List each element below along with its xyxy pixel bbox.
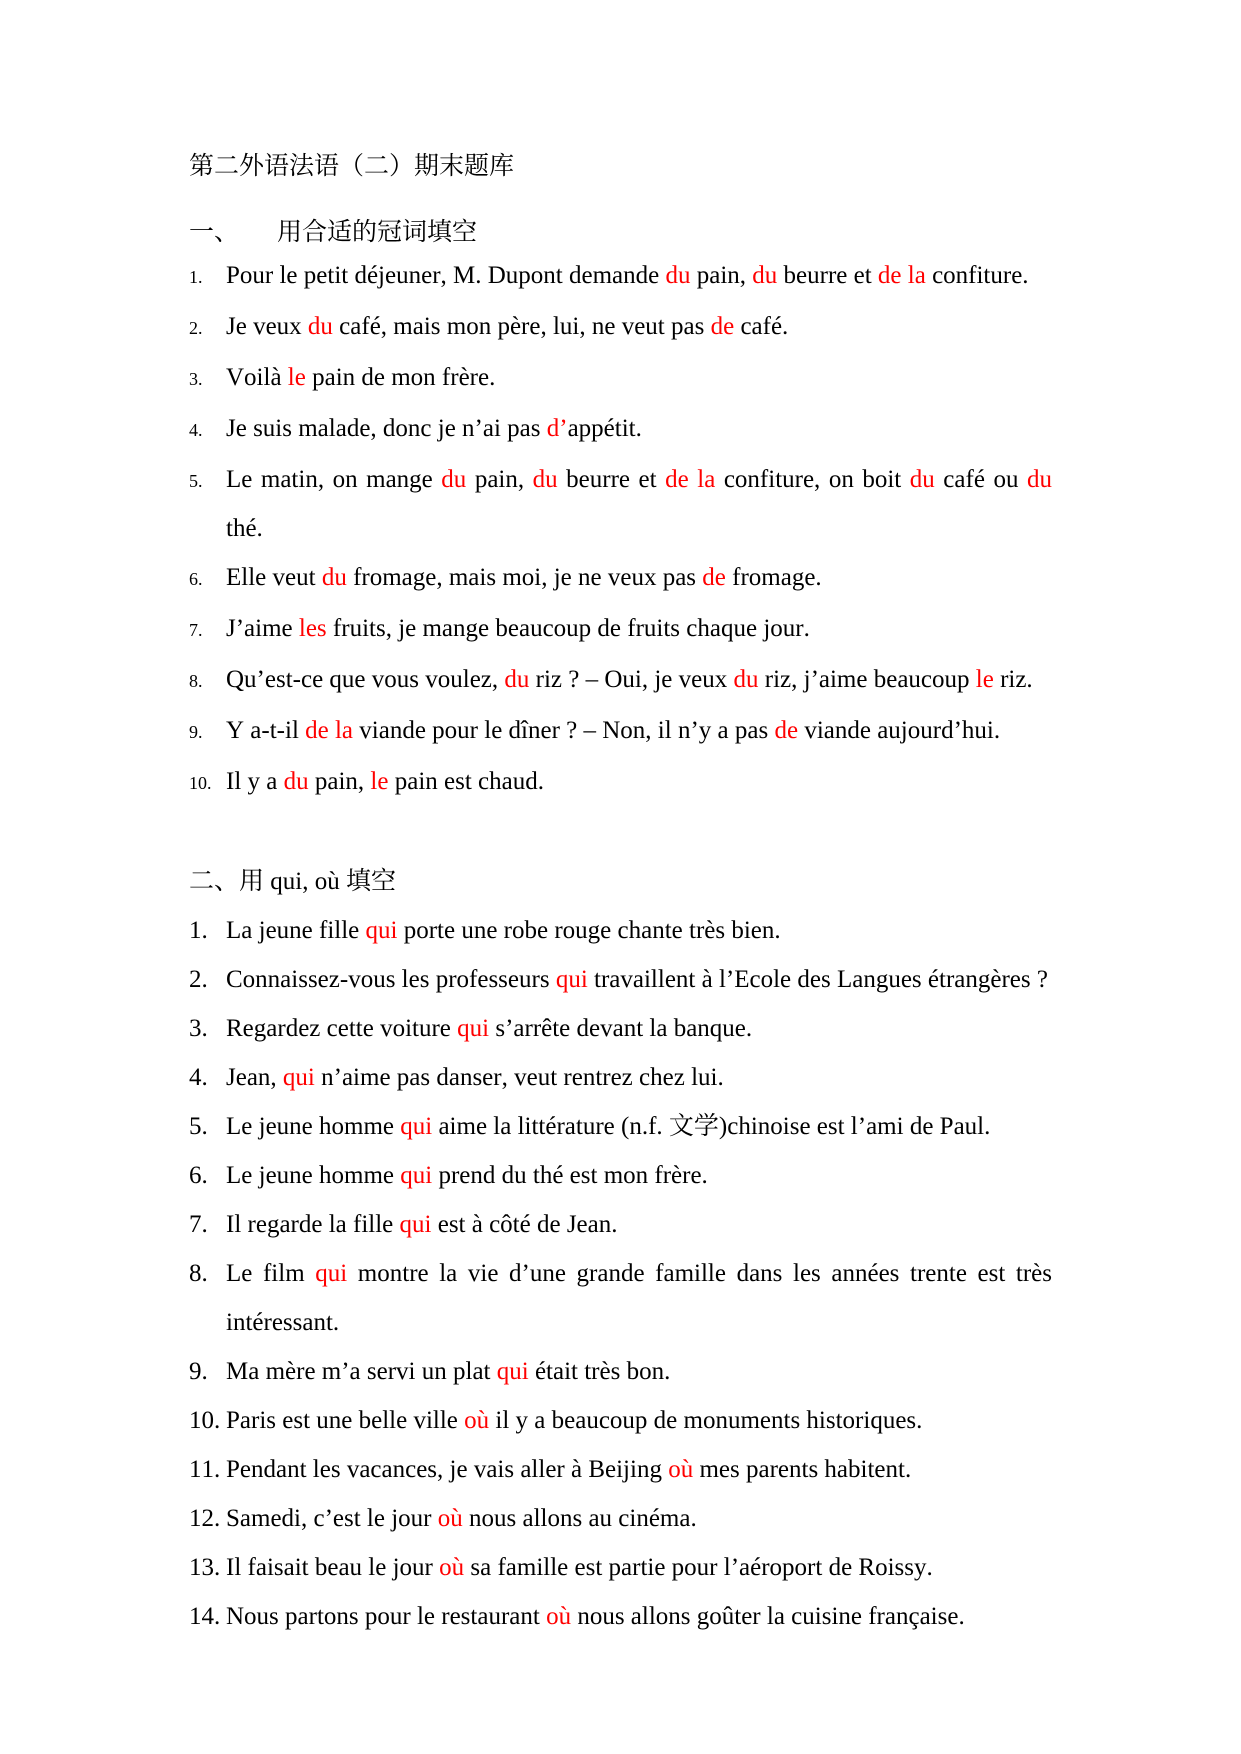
question-text bbox=[226, 1249, 1052, 1347]
answer-word: où bbox=[546, 1603, 572, 1630]
sentence-fragment: Il faisait beau le jour bbox=[226, 1554, 440, 1581]
section-title: 用合适的冠词填空 bbox=[277, 219, 478, 246]
sentence-fragment: sa famille est partie pour l’aéroport de Roissy. bbox=[464, 1554, 933, 1581]
sentence-fragment: fruits, je mange beaucoup de fruits chaque jour. bbox=[326, 615, 810, 642]
question-item bbox=[189, 1543, 1057, 1592]
sentence-fragment: Pour le petit déjeuner, M. Dupont demande bbox=[226, 262, 666, 289]
question-text bbox=[226, 553, 1052, 602]
question-text bbox=[226, 302, 1052, 351]
question-text bbox=[226, 1592, 1052, 1641]
question-text bbox=[226, 1543, 1052, 1592]
answer-word: de bbox=[774, 717, 799, 744]
question-number: 2. bbox=[189, 318, 203, 338]
question-list bbox=[189, 906, 1057, 1641]
sentence-fragment: J’aime bbox=[226, 615, 299, 642]
document-body bbox=[189, 142, 1057, 1641]
sentence-fragment: porte une robe rouge chante très bien. bbox=[397, 917, 781, 944]
sentence-fragment: viande pour le dîner ? – Non, il n’y a pas bbox=[353, 717, 775, 744]
question-item bbox=[189, 302, 1057, 353]
answer-word: de la bbox=[305, 717, 354, 744]
question-number: 10. bbox=[189, 773, 212, 793]
question-text bbox=[226, 1053, 1052, 1102]
section-heading bbox=[189, 215, 1057, 251]
answer-word: qui bbox=[315, 1260, 348, 1287]
sentence-fragment: était très bon. bbox=[528, 1358, 671, 1385]
question-number: 7. bbox=[189, 620, 203, 640]
question-number: 4. bbox=[189, 420, 203, 440]
answer-word: où bbox=[439, 1554, 465, 1581]
question-item bbox=[189, 1494, 1057, 1543]
question-text bbox=[226, 604, 1052, 653]
sentence-fragment: travaillent à l’Ecole des Langues étrangères ? bbox=[587, 966, 1048, 993]
sentence-fragment: nous allons au cinéma. bbox=[462, 1505, 697, 1532]
question-item bbox=[189, 1249, 1057, 1347]
question-item bbox=[189, 706, 1057, 757]
question-number: 7. bbox=[189, 1211, 208, 1238]
sentence-fragment: pain, bbox=[690, 262, 753, 289]
question-number: 12. bbox=[189, 1505, 221, 1532]
question-number: 4. bbox=[189, 1064, 208, 1091]
question-number: 14. bbox=[189, 1603, 221, 1630]
section-title: 用 qui, où 填空 bbox=[239, 868, 396, 895]
answer-word: qui bbox=[496, 1358, 529, 1385]
answer-word: qui bbox=[399, 1211, 432, 1238]
sentence-fragment: il y a beaucoup de monuments historiques. bbox=[489, 1407, 923, 1434]
question-item bbox=[189, 1102, 1057, 1151]
answer-word: de bbox=[702, 564, 726, 591]
sentence-fragment: Le film bbox=[226, 1260, 316, 1287]
question-number: 1. bbox=[189, 267, 203, 287]
sentence-fragment: riz. bbox=[993, 666, 1033, 693]
question-number: 11. bbox=[189, 1456, 221, 1483]
sentence-fragment: Il regarde la fille bbox=[226, 1211, 400, 1238]
answer-word: du bbox=[504, 666, 530, 693]
question-item bbox=[189, 1396, 1057, 1445]
sentence-fragment: Elle veut bbox=[226, 564, 322, 591]
sentence-fragment: aime la littérature (n.f. 文学)chinoise est l’ami de Paul. bbox=[432, 1113, 991, 1140]
answer-word: d’ bbox=[546, 415, 568, 442]
question-text bbox=[226, 353, 1052, 402]
answer-word: de bbox=[710, 313, 735, 340]
sentence-fragment: café, mais mon père, lui, ne veut pas bbox=[332, 313, 711, 340]
sentence-fragment: Y a-t-il bbox=[226, 717, 306, 744]
question-number: 9. bbox=[189, 1358, 208, 1385]
question-number: 6. bbox=[189, 1162, 208, 1189]
question-text bbox=[226, 1102, 1052, 1151]
answer-word: le bbox=[975, 666, 994, 693]
sentence-fragment: pain est chaud. bbox=[388, 768, 544, 795]
question-item bbox=[189, 404, 1057, 455]
answer-word: de la bbox=[665, 466, 716, 493]
question-number: 3. bbox=[189, 1015, 208, 1042]
sentence-fragment: confiture, on boit bbox=[715, 466, 910, 493]
sentence-fragment: fromage. bbox=[725, 564, 822, 591]
question-item bbox=[189, 1445, 1057, 1494]
question-number: 10. bbox=[189, 1407, 221, 1434]
answer-word: du bbox=[441, 466, 467, 493]
sentence-fragment: est à côté de Jean. bbox=[431, 1211, 618, 1238]
sentence-fragment: Connaissez-vous les professeurs bbox=[226, 966, 556, 993]
question-text bbox=[226, 455, 1052, 553]
question-text bbox=[226, 1396, 1052, 1445]
question-number: 8. bbox=[189, 671, 203, 691]
question-text bbox=[226, 1004, 1052, 1053]
sentence-fragment: s’arrête devant la banque. bbox=[489, 1015, 753, 1042]
answer-word: qui bbox=[555, 966, 588, 993]
answer-word: où bbox=[464, 1407, 490, 1434]
sentence-fragment: pain, bbox=[308, 768, 371, 795]
question-item bbox=[189, 1347, 1057, 1396]
section-marker: 一、 bbox=[189, 219, 240, 246]
sentence-fragment: beurre et bbox=[777, 262, 878, 289]
sentence-fragment: Paris est une belle ville bbox=[226, 1407, 465, 1434]
question-item bbox=[189, 1053, 1057, 1102]
question-item bbox=[189, 1151, 1057, 1200]
question-number: 6. bbox=[189, 569, 203, 589]
question-item bbox=[189, 1004, 1057, 1053]
document-title: 第二外语法语（二）期末题库 bbox=[189, 153, 515, 180]
exercise-section bbox=[189, 857, 1057, 1641]
answer-word: du bbox=[1026, 466, 1052, 493]
sentence-fragment: thé. bbox=[226, 515, 263, 542]
answer-word: où bbox=[437, 1505, 463, 1532]
question-item bbox=[189, 955, 1057, 1004]
answer-word: du bbox=[307, 313, 333, 340]
question-item bbox=[189, 1592, 1057, 1641]
answer-word: le bbox=[287, 364, 306, 391]
question-text bbox=[226, 1347, 1052, 1396]
section-heading bbox=[189, 857, 1057, 906]
sentence-fragment: Qu’est-ce que vous voulez, bbox=[226, 666, 505, 693]
sentence-fragment: appétit. bbox=[567, 415, 642, 442]
exercise-sections bbox=[189, 215, 1057, 1641]
answer-word: qui bbox=[457, 1015, 490, 1042]
answer-word: du bbox=[909, 466, 935, 493]
question-item bbox=[189, 353, 1057, 404]
question-number: 1. bbox=[189, 917, 208, 944]
sentence-fragment: Voilà bbox=[226, 364, 288, 391]
question-number: 5. bbox=[189, 471, 203, 491]
sentence-fragment: La jeune fille bbox=[226, 917, 366, 944]
question-item bbox=[189, 251, 1057, 302]
sentence-fragment: n’aime pas danser, veut rentrez chez lui. bbox=[314, 1064, 724, 1091]
sentence-fragment: Le jeune homme bbox=[226, 1162, 401, 1189]
question-item bbox=[189, 655, 1057, 706]
answer-word: les bbox=[298, 615, 327, 642]
sentence-fragment: viande aujourd’hui. bbox=[798, 717, 1001, 744]
section-marker: 二、 bbox=[189, 868, 240, 895]
question-item bbox=[189, 757, 1057, 808]
sentence-fragment: Il y a bbox=[226, 768, 284, 795]
question-text bbox=[226, 251, 1052, 300]
question-number: 9. bbox=[189, 722, 203, 742]
question-item bbox=[189, 455, 1057, 553]
sentence-fragment: nous allons goûter la cuisine française. bbox=[571, 1603, 965, 1630]
sentence-fragment: Regardez cette voiture bbox=[226, 1015, 458, 1042]
question-number: 13. bbox=[189, 1554, 221, 1581]
answer-word: le bbox=[370, 768, 389, 795]
sentence-fragment: Pendant les vacances, je vais aller à Beijing bbox=[226, 1456, 669, 1483]
question-item bbox=[189, 553, 1057, 604]
question-number: 3. bbox=[189, 369, 203, 389]
sentence-fragment: Le matin, on mange bbox=[226, 466, 442, 493]
question-item bbox=[189, 1200, 1057, 1249]
sentence-fragment: Jean, bbox=[226, 1064, 283, 1091]
sentence-fragment: Le jeune homme bbox=[226, 1113, 401, 1140]
answer-word: qui bbox=[365, 917, 398, 944]
question-text bbox=[226, 1151, 1052, 1200]
answer-word: du bbox=[321, 564, 347, 591]
sentence-fragment: Je veux bbox=[226, 313, 308, 340]
sentence-fragment: Je suis malade, donc je n’ai pas bbox=[226, 415, 547, 442]
question-list bbox=[189, 251, 1057, 808]
question-text bbox=[226, 706, 1052, 755]
question-text bbox=[226, 757, 1052, 806]
sentence-fragment: Ma mère m’a servi un plat bbox=[226, 1358, 497, 1385]
question-number: 5. bbox=[189, 1113, 208, 1140]
question-item bbox=[189, 906, 1057, 955]
answer-word: du bbox=[532, 466, 558, 493]
sentence-fragment: montre la vie d’une grande famille dans les années trente est très intéressant. bbox=[226, 1260, 1053, 1336]
answer-word: du bbox=[665, 262, 691, 289]
sentence-fragment: fromage, mais moi, je ne veux pas bbox=[346, 564, 703, 591]
question-number: 2. bbox=[189, 966, 208, 993]
sentence-fragment: café ou bbox=[934, 466, 1027, 493]
sentence-fragment: pain de mon frère. bbox=[305, 364, 496, 391]
sentence-fragment: confiture. bbox=[925, 262, 1029, 289]
answer-word: qui bbox=[282, 1064, 315, 1091]
answer-word: où bbox=[668, 1456, 694, 1483]
sentence-fragment: pain, bbox=[466, 466, 533, 493]
answer-word: qui bbox=[400, 1113, 433, 1140]
sentence-fragment: riz ? – Oui, je veux bbox=[529, 666, 734, 693]
sentence-fragment: prend du thé est mon frère. bbox=[432, 1162, 708, 1189]
question-text bbox=[226, 655, 1052, 704]
answer-word: du bbox=[733, 666, 759, 693]
answer-word: du bbox=[283, 768, 309, 795]
question-number: 8. bbox=[189, 1260, 208, 1287]
question-item bbox=[189, 604, 1057, 655]
question-text bbox=[226, 1494, 1052, 1543]
sentence-fragment: café. bbox=[734, 313, 789, 340]
sentence-fragment: riz, j’aime beaucoup bbox=[758, 666, 976, 693]
answer-word: du bbox=[752, 262, 778, 289]
question-text bbox=[226, 404, 1052, 453]
sentence-fragment: mes parents habitent. bbox=[693, 1456, 912, 1483]
question-text bbox=[226, 955, 1052, 1004]
sentence-fragment: Nous partons pour le restaurant bbox=[226, 1603, 547, 1630]
sentence-fragment: beurre et bbox=[557, 466, 666, 493]
answer-word: de la bbox=[877, 262, 926, 289]
sentence-fragment: Samedi, c’est le jour bbox=[226, 1505, 438, 1532]
exercise-section bbox=[189, 215, 1057, 808]
question-text bbox=[226, 906, 1052, 955]
question-text bbox=[226, 1445, 1052, 1494]
answer-word: qui bbox=[400, 1162, 433, 1189]
question-text bbox=[226, 1200, 1052, 1249]
